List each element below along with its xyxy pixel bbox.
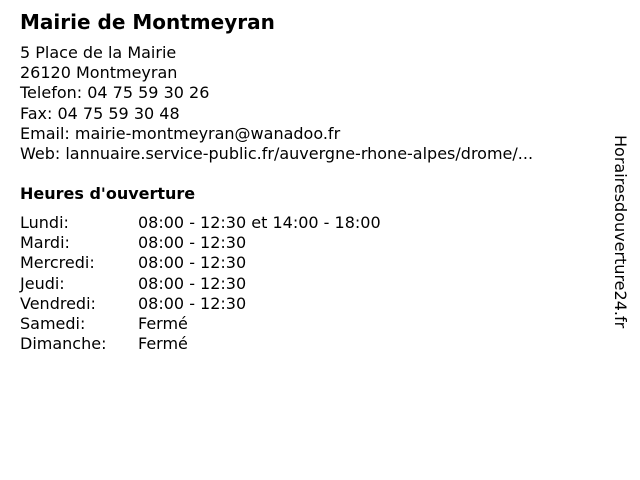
hours-row-monday — [20, 213, 440, 233]
hours-value: Fermé — [138, 313, 188, 333]
hours-value: 08:00 - 12:30 — [138, 253, 247, 273]
hours-value: 08:00 - 12:30 — [138, 293, 247, 313]
day-label: Jeudi: — [20, 273, 65, 293]
hours-row-thursday — [20, 274, 440, 294]
site-watermark: Horairesdouverture24.fr — [611, 135, 630, 329]
hours-row-sunday — [20, 334, 440, 354]
street-address: 5 Place de la Mairie — [20, 43, 177, 62]
opening-hours-heading: Heures d'ouverture — [20, 184, 196, 203]
hours-value: 08:00 - 12:30 — [138, 273, 247, 293]
hours-value: 08:00 - 12:30 — [138, 233, 247, 253]
hours-row-friday — [20, 294, 440, 314]
hours-row-tuesday — [20, 233, 440, 253]
address-block — [20, 43, 533, 164]
day-label: Dimanche: — [20, 334, 107, 354]
day-label: Mercredi: — [20, 253, 95, 273]
day-label: Lundi: — [20, 213, 69, 232]
hours-row-saturday — [20, 314, 440, 334]
day-label: Vendredi: — [20, 293, 96, 313]
website-link: Web: lannuaire.service-public.fr/auvergne-rhone-alpes/drome/... — [20, 144, 534, 164]
page-title: Mairie de Montmeyran — [20, 10, 275, 34]
email-address: Email: mairie-montmeyran@wanadoo.fr — [20, 123, 341, 143]
opening-hours-table — [20, 213, 440, 354]
day-label: Samedi: — [20, 313, 86, 333]
hours-row-wednesday — [20, 253, 440, 273]
phone-number: Telefon: 04 75 59 30 26 — [20, 83, 210, 103]
hours-value: Fermé — [138, 334, 188, 354]
fax-number: Fax: 04 75 59 30 48 — [20, 103, 180, 123]
day-label: Mardi: — [20, 233, 70, 253]
hours-value: 08:00 - 12:30 et 14:00 - 18:00 — [138, 213, 381, 232]
city-postcode: 26120 Montmeyran — [20, 63, 178, 83]
